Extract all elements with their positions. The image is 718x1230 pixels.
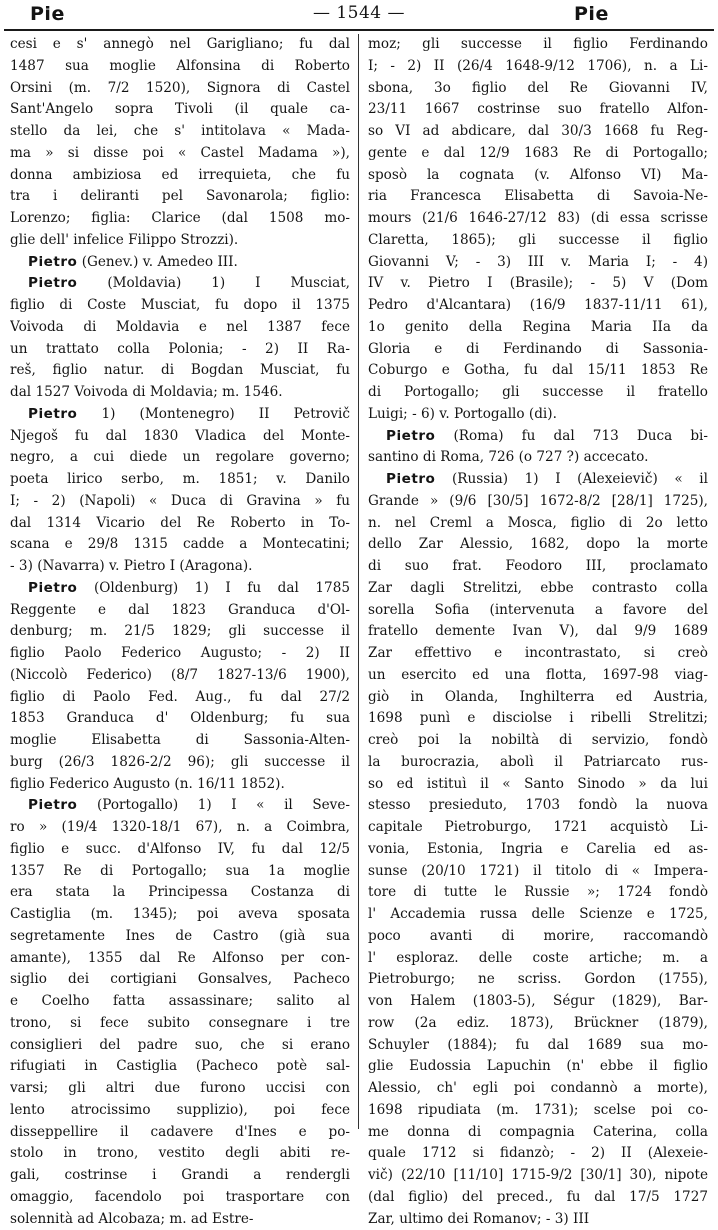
- line-text: l' esploraz. delle coste artiche; m. a: [368, 950, 708, 966]
- line-text: era stata la Principessa Costanza di: [10, 884, 350, 900]
- text-line: [10, 78, 350, 100]
- text-line: [368, 1035, 708, 1057]
- line-text: stolo in trono, vestito degli abiti re-: [10, 1145, 350, 1161]
- text-line: [10, 556, 350, 578]
- line-text: 1698 ripudiata (m. 1731); scelse poi co-: [368, 1102, 708, 1118]
- line-text: Alessio, ch' egli poi condannò a morte),: [368, 1080, 708, 1096]
- text-line: [10, 795, 350, 817]
- line-text: la burocrazia, abolì il Patriarcato rus-: [368, 754, 708, 770]
- line-text: denburg; m. 21/5 1829; gli successe il: [10, 623, 350, 639]
- text-line: [368, 621, 708, 643]
- text-line: [10, 1013, 350, 1035]
- line-text: amante), 1355 dal Re Alfonso per con-: [10, 950, 350, 966]
- line-text: figlio e succ. d'Alfonso IV, fu dal 12/5: [10, 841, 350, 857]
- page-header: [0, 0, 718, 30]
- line-text: ro » (19/4 1320-18/1 67), n. a Coimbra,: [10, 819, 350, 835]
- line-text: (dal figlio) del preced., fu dal 17/5 1727: [368, 1189, 708, 1205]
- line-text: 1357 Re di Portogallo; sua 1a moglie: [10, 863, 350, 879]
- line-text: dello Zar Alessio, 1682, dopo la morte: [368, 536, 708, 552]
- entry-headword: Pietro: [28, 406, 77, 422]
- line-text: sposò la cognata (v. Alfonso VI) Ma-: [368, 167, 708, 183]
- line-text: ma » si disse poi « Castel Madama »),: [10, 145, 350, 161]
- line-text: 23/11 1667 costrinse suo fratello Alfon-: [368, 101, 708, 117]
- text-line: [10, 839, 350, 861]
- line-text: von Halem (1803-5), Ségur (1829), Bar-: [368, 993, 708, 1009]
- line-text: I; - 2) II (26/4 1648-9/12 1706), n. a Li-: [368, 58, 708, 74]
- line-text: so ed istituì il « Santo Sinodo » da lui: [368, 776, 708, 792]
- line-text: segretamente Ines de Castro (già sua: [10, 928, 350, 944]
- line-text: moz; gli successe il figlio Ferdinando: [368, 36, 708, 52]
- text-line: [368, 948, 708, 970]
- line-text: Giovanni V; - 3) III v. Maria I; - 4): [368, 254, 708, 270]
- text-line: [10, 1122, 350, 1144]
- line-text: sunse (20/10 1721) il titolo di « Impera-: [368, 863, 708, 879]
- line-text: fratello demente Ivan V), dal 9/9 1689: [368, 623, 708, 639]
- line-text: (Niccolò Federico) (8/7 1827-13/6 1900),: [10, 667, 350, 683]
- text-line: [368, 1187, 708, 1209]
- text-line: [10, 339, 350, 361]
- text-line: [368, 99, 708, 121]
- line-text: Gloria e di Ferdinando di Sassonia-: [368, 341, 708, 357]
- line-text: (Moldavia) 1) I Musciat,: [77, 275, 350, 291]
- text-line: [368, 360, 708, 382]
- line-text: I; - 2) (Napoli) « Duca di Gravina » fu: [10, 493, 350, 509]
- text-line: [10, 578, 350, 600]
- line-text: un trattato colla Polonia; - 2) II Ra-: [10, 341, 350, 357]
- line-text: Orsini (m. 7/2 1520), Signora di Castel: [10, 80, 350, 96]
- line-text: figlio di Paolo Fed. Aug., fu dal 27/2: [10, 689, 350, 705]
- text-line: [368, 578, 708, 600]
- text-line: [10, 882, 350, 904]
- text-line: [368, 34, 708, 56]
- text-line: [368, 426, 708, 448]
- line-text: consiglieri del padre suo, che si erano: [10, 1037, 350, 1053]
- line-text: Sant'Angelo sopra Tivoli (il quale ca-: [10, 101, 350, 117]
- text-line: [10, 273, 350, 295]
- entry-headword: Pietro: [28, 797, 77, 813]
- text-line: [10, 317, 350, 339]
- line-text: lento atrocissimo supplizio), poi fece: [10, 1102, 350, 1118]
- line-text: gali, costrinse i Grandi a rendergli: [10, 1167, 350, 1183]
- line-text: (Portogallo) 1) I « il Seve-: [77, 797, 350, 813]
- text-line: [10, 491, 350, 513]
- text-line: [368, 186, 708, 208]
- line-text: Castiglia (m. 1345); poi aveva sposata: [10, 906, 350, 922]
- line-text: Zar dagli Strelitzi, ebbe contrasto colla: [368, 580, 708, 596]
- text-line: [368, 382, 708, 404]
- text-line: [10, 534, 350, 556]
- line-text: di suo frat. Feodoro III, proclamato: [368, 558, 708, 574]
- text-line: [368, 904, 708, 926]
- text-line: [10, 1056, 350, 1078]
- line-text: vonia, Estonia, Ingria e Carelia ed as-: [368, 841, 708, 857]
- text-line: [10, 1100, 350, 1122]
- text-line: [10, 165, 350, 187]
- entry-headword: Pietro: [28, 254, 77, 270]
- line-text: Luigi; - 6) v. Portogallo (di).: [368, 406, 557, 422]
- text-line: [368, 600, 708, 622]
- line-text: gente e dal 12/9 1683 Re di Portogallo;: [368, 145, 708, 161]
- text-line: [10, 730, 350, 752]
- text-line: [10, 1035, 350, 1057]
- line-text: reš, figlio natur. di Bogdan Musciat, fu: [10, 362, 350, 378]
- text-line: [368, 730, 708, 752]
- line-text: poeta lirico serbo, m. 1851; v. Danilo: [10, 471, 350, 487]
- line-text: vič) (22/10 [11/10] 1715-9/2 [30/1] 30), nipote: [368, 1167, 708, 1183]
- text-line: [10, 948, 350, 970]
- line-text: Pietroburgo; ne scriss. Gordon (1755),: [368, 971, 708, 987]
- line-text: solennità ad Alcobaza; m. ad Estre-: [10, 1211, 254, 1227]
- line-text: (Roma) fu dal 713 Duca bi-: [435, 428, 708, 444]
- line-text: dal 1527 Voivoda di Moldavia; m. 1546.: [10, 384, 283, 400]
- text-line: [368, 1209, 708, 1230]
- header-left-word: Pie: [30, 3, 65, 25]
- text-line: [368, 143, 708, 165]
- text-line: [10, 621, 350, 643]
- text-line: [10, 143, 350, 165]
- text-line: [368, 643, 708, 665]
- text-line: [10, 752, 350, 774]
- line-text: Voivoda di Moldavia e nel 1387 fece: [10, 319, 350, 335]
- line-text: (Oldenburg) 1) I fu dal 1785: [77, 580, 350, 596]
- text-line: [368, 774, 708, 796]
- text-line: [10, 382, 350, 404]
- text-line: [10, 1165, 350, 1187]
- text-line: [368, 839, 708, 861]
- line-text: creò poi la nobiltà di servizio, fondò: [368, 732, 708, 748]
- line-text: 1) (Montenegro) II Petrovič: [77, 406, 350, 422]
- line-text: moglie Elisabetta di Sassonia-Alten-: [10, 732, 350, 748]
- text-line: [368, 534, 708, 556]
- line-text: figlio di Coste Musciat, fu dopo il 1375: [10, 297, 350, 313]
- text-line: [368, 991, 708, 1013]
- line-text: (Russia) 1) I (Alexeievič) « il: [435, 471, 708, 487]
- line-text: e Coelho fatta assassinare; salito al: [10, 993, 350, 1009]
- line-text: (Genev.) v. Amedeo III.: [77, 254, 237, 270]
- text-line: [10, 817, 350, 839]
- line-text: row (2a ediz. 1873), Brückner (1879),: [368, 1015, 708, 1031]
- text-line: [368, 273, 708, 295]
- line-text: Reggente e dal 1823 Granduca d'Ol-: [10, 602, 350, 618]
- line-text: 1698 punì e disciolse i ribelli Strelitzi;: [368, 710, 708, 726]
- line-text: tore di tutte le Russie »; 1724 fondò: [368, 884, 708, 900]
- text-line: [368, 861, 708, 883]
- text-line: [10, 469, 350, 491]
- entry-headword: Pietro: [386, 428, 435, 444]
- text-line: [368, 252, 708, 274]
- line-text: Lorenzo; figlia: Clarice (dal 1508 mo-: [10, 210, 350, 226]
- line-text: 1o genito della Regina Maria IIa da: [368, 319, 708, 335]
- text-line: [368, 1078, 708, 1100]
- text-line: [368, 208, 708, 230]
- left-column: [10, 34, 350, 1230]
- line-text: Claretta, 1865); gli successe il figlio: [368, 232, 708, 248]
- line-text: un esercito ed una flotta, 1697-98 viag-: [368, 667, 708, 683]
- text-line: [368, 1013, 708, 1035]
- text-line: [10, 991, 350, 1013]
- text-line: [10, 447, 350, 469]
- text-line: [368, 56, 708, 78]
- text-line: [368, 165, 708, 187]
- text-line: [10, 208, 350, 230]
- text-line: [368, 556, 708, 578]
- text-line: [10, 404, 350, 426]
- line-text: Grande » (9/6 [30/5] 1672-8/2 [28/1] 1725),: [368, 493, 708, 509]
- text-line: [368, 78, 708, 100]
- line-text: sorella Sofia (intervenuta a favore del: [368, 602, 708, 618]
- text-line: [368, 687, 708, 709]
- text-line: [10, 295, 350, 317]
- line-text: 1487 sua moglie Alfonsina di Roberto: [10, 58, 350, 74]
- text-line: [368, 926, 708, 948]
- text-line: [10, 861, 350, 883]
- line-text: stesso presieduto, 1703 fondò la nuova: [368, 797, 708, 813]
- line-text: quale 1712 si fidanzò; - 2) II (Alexeie-: [368, 1145, 708, 1161]
- text-line: [368, 752, 708, 774]
- text-line: [10, 1078, 350, 1100]
- text-line: [10, 426, 350, 448]
- text-line: [10, 99, 350, 121]
- right-column: [368, 34, 708, 1230]
- text-line: [368, 882, 708, 904]
- text-line: [10, 904, 350, 926]
- line-text: trono, si fece subito consegnare i tre: [10, 1015, 350, 1031]
- line-text: IV v. Pietro I (Brasile); - 5) V (Dom: [368, 275, 708, 291]
- line-text: figlio Paolo Federico Augusto; - 2) II: [10, 645, 350, 661]
- line-text: so VI ad abdicare, dal 30/3 1668 fu Reg-: [368, 123, 708, 139]
- line-text: Zar, ultimo dei Romanov; - 3) III: [368, 1211, 589, 1227]
- text-line: [368, 795, 708, 817]
- text-line: [368, 295, 708, 317]
- text-line: [10, 687, 350, 709]
- text-line: [368, 1122, 708, 1144]
- text-line: [10, 121, 350, 143]
- line-text: scana e 29/8 1315 cadde a Montecatini;: [10, 536, 350, 552]
- line-text: n. nel Creml a Mosca, figlio di 2o letto: [368, 515, 708, 531]
- text-line: [368, 447, 708, 469]
- text-line: [368, 1165, 708, 1187]
- text-line: [10, 513, 350, 535]
- line-text: Schuyler (1884); fu dal 1689 sua mo-: [368, 1037, 708, 1053]
- text-line: [10, 56, 350, 78]
- text-line: [10, 230, 350, 252]
- line-text: dal 1314 Vicario del Re Roberto in To-: [10, 515, 350, 531]
- text-line: [368, 469, 708, 491]
- page-number: — 1544 —: [0, 3, 718, 23]
- text-line: [368, 491, 708, 513]
- text-line: [10, 600, 350, 622]
- text-line: [10, 1187, 350, 1209]
- text-line: [10, 1143, 350, 1165]
- entry-headword: Pietro: [28, 580, 77, 596]
- entry-headword: Pietro: [386, 471, 435, 487]
- line-text: glie dell' infelice Filippo Strozzi).: [10, 232, 238, 248]
- line-text: mours (21/6 1646-27/12 83) (di essa scrisse: [368, 210, 708, 226]
- line-text: glie Eudossia Lapuchin (n' ebbe il figlio: [368, 1058, 708, 1074]
- text-line: [10, 252, 350, 274]
- text-line: [368, 317, 708, 339]
- text-line: [10, 926, 350, 948]
- text-line: [368, 230, 708, 252]
- text-line: [368, 1100, 708, 1122]
- text-line: [368, 817, 708, 839]
- line-text: poco avanti di morire, raccomandò: [368, 928, 708, 944]
- line-text: figlio Federico Augusto (n. 16/11 1852).: [10, 776, 285, 792]
- text-line: [10, 1209, 350, 1230]
- line-text: disseppellire il cadavere d'Ines e po-: [10, 1124, 350, 1140]
- text-line: [368, 708, 708, 730]
- line-text: Zar effettivo e incontrastato, si creò: [368, 645, 708, 661]
- line-text: cesi e s' annegò nel Garigliano; fu dal: [10, 36, 350, 52]
- text-line: [10, 708, 350, 730]
- line-text: siglio dei cortigiani Gonsalves, Pacheco: [10, 971, 350, 987]
- line-text: capitale Pietroburgo, 1721 acquistò Li-: [368, 819, 708, 835]
- text-line: [10, 774, 350, 796]
- header-right-word: Pie: [574, 3, 609, 25]
- line-text: me donna di compagnia Caterina, colla: [368, 1124, 708, 1140]
- text-line: [10, 186, 350, 208]
- line-text: giò in Olanda, Inghilterra ed Austria,: [368, 689, 708, 705]
- line-text: Coburgo e Gotha, fu dal 15/11 1853 Re: [368, 362, 708, 378]
- line-text: l' Accademia russa delle Scienze e 1725,: [368, 906, 708, 922]
- text-line: [368, 1056, 708, 1078]
- text-line: [10, 665, 350, 687]
- header-rule: [4, 29, 714, 31]
- text-line: [10, 969, 350, 991]
- line-text: 1853 Granduca d' Oldenburg; fu sua: [10, 710, 350, 726]
- line-text: donna ambiziosa ed irrequieta, che fu: [10, 167, 350, 183]
- text-line: [368, 404, 708, 426]
- column-divider: [358, 34, 359, 1129]
- line-text: di Portogallo; gli successe il fratello: [368, 384, 708, 400]
- line-text: negro, a cui diede un regolare governo;: [10, 449, 350, 465]
- text-line: [368, 1143, 708, 1165]
- line-text: stello da lei, che s' intitolava « Mada-: [10, 123, 350, 139]
- line-text: - 3) (Navarra) v. Pietro I (Aragona).: [10, 558, 253, 574]
- line-text: Pedro d'Alcantara) (16/9 1837-11/11 61),: [368, 297, 708, 313]
- text-line: [368, 665, 708, 687]
- line-text: tra i deliranti pel Savonarola; figlio:: [10, 188, 350, 204]
- line-text: varsi; gli altri due furono uccisi con: [10, 1080, 350, 1096]
- line-text: ria Francesca Elisabetta di Savoia-Ne-: [368, 188, 708, 204]
- text-line: [368, 513, 708, 535]
- text-line: [368, 121, 708, 143]
- text-line: [368, 969, 708, 991]
- line-text: Njegoš fu dal 1830 Vladica del Monte-: [10, 428, 350, 444]
- text-line: [10, 643, 350, 665]
- line-text: rifugiati in Castiglia (Pacheco potè sal-: [10, 1058, 350, 1074]
- text-line: [10, 34, 350, 56]
- line-text: sbona, 3o figlio del Re Giovanni IV,: [368, 80, 708, 96]
- line-text: burg (26/3 1826-2/2 96); gli successe il: [10, 754, 350, 770]
- text-line: [10, 360, 350, 382]
- line-text: omaggio, facendolo poi trasportare con: [10, 1189, 350, 1205]
- entry-headword: Pietro: [28, 275, 77, 291]
- text-line: [368, 339, 708, 361]
- line-text: santino di Roma, 726 (o 727 ?) accecato.: [368, 449, 648, 465]
